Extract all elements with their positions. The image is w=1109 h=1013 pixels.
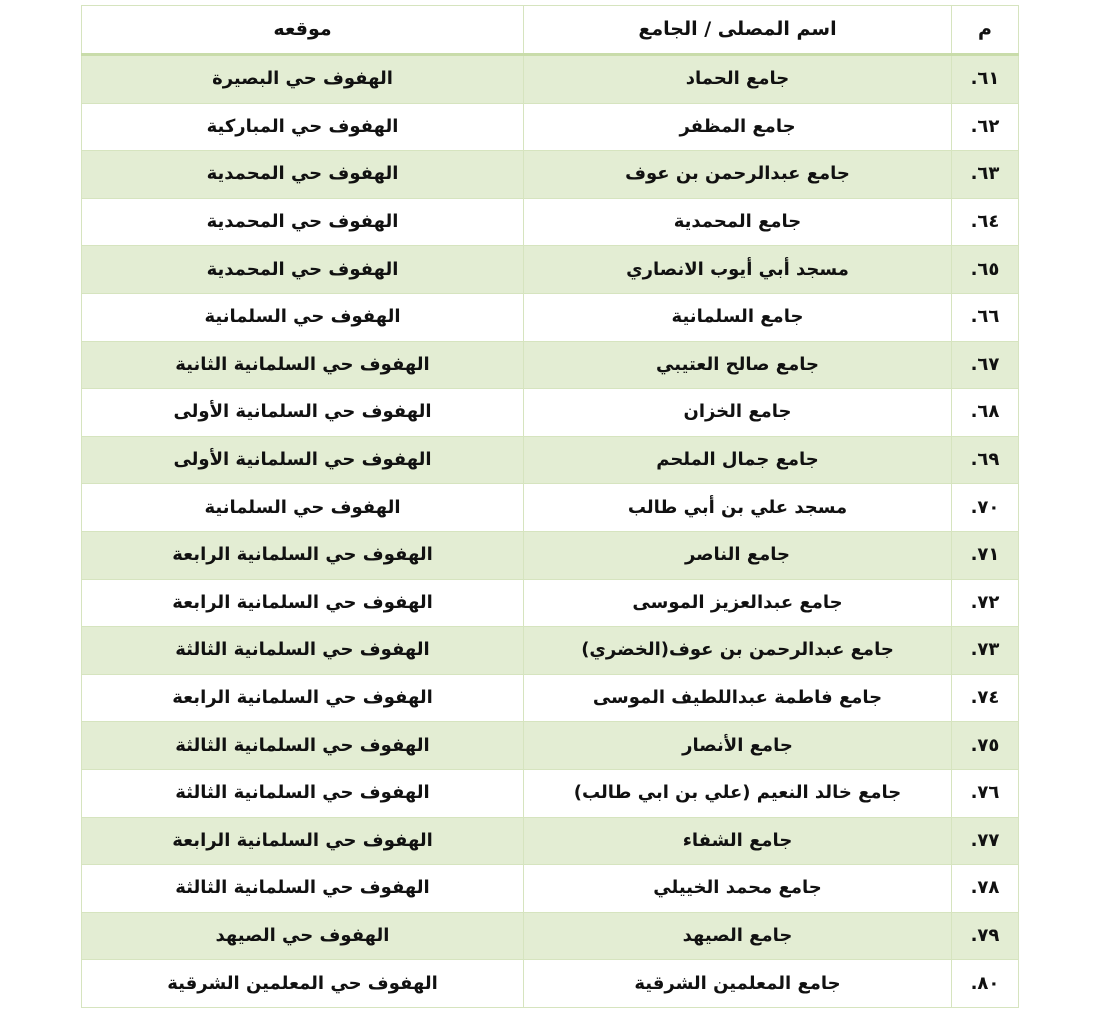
mosque-name: مسجد علي بن أبي طالب <box>524 484 952 532</box>
table-row <box>82 103 1019 151</box>
mosque-location: الهفوف حي السلمانية الثالثة <box>82 722 524 770</box>
mosque-name: جامع المظفر <box>524 103 952 151</box>
row-number: ٧٩. <box>952 912 1019 960</box>
mosque-name: جامع الناصر <box>524 531 952 579</box>
mosque-location: الهفوف حي السلمانية الثانية <box>82 341 524 389</box>
mosque-location: الهفوف حي السلمانية الرابعة <box>82 817 524 865</box>
mosque-location: الهفوف حي المعلمين الشرقية <box>82 960 524 1008</box>
mosque-location: الهفوف حي السلمانية الثالثة <box>82 769 524 817</box>
row-number: ٦٥. <box>952 246 1019 294</box>
header-name: اسم المصلى / الجامع <box>524 6 952 55</box>
table-row <box>82 627 1019 675</box>
table-row <box>82 389 1019 437</box>
table-row <box>82 55 1019 104</box>
table-body <box>82 55 1019 1008</box>
row-number: ٦١. <box>952 55 1019 104</box>
row-number: ٦٩. <box>952 436 1019 484</box>
table-header-row <box>82 6 1019 55</box>
row-number: ٦٣. <box>952 151 1019 199</box>
table-row <box>82 865 1019 913</box>
table-row <box>82 960 1019 1008</box>
mosque-name: جامع الأنصار <box>524 722 952 770</box>
table-row <box>82 579 1019 627</box>
mosque-location: الهفوف حي السلمانية الثالثة <box>82 865 524 913</box>
mosque-location: الهفوف حي السلمانية الأولى <box>82 436 524 484</box>
mosque-location: الهفوف حي المحمدية <box>82 151 524 199</box>
table-row <box>82 912 1019 960</box>
mosque-location: الهفوف حي السلمانية الرابعة <box>82 531 524 579</box>
row-number: ٧٨. <box>952 865 1019 913</box>
mosque-table <box>81 5 1019 1008</box>
row-number: ٧٣. <box>952 627 1019 675</box>
mosque-location: الهفوف حي المباركية <box>82 103 524 151</box>
table-row <box>82 769 1019 817</box>
table-row <box>82 531 1019 579</box>
table-row <box>82 246 1019 294</box>
table-row <box>82 293 1019 341</box>
table-row <box>82 484 1019 532</box>
mosque-location: الهفوف حي السلمانية الرابعة <box>82 579 524 627</box>
mosque-name: جامع محمد الخييلي <box>524 865 952 913</box>
row-number: ٧١. <box>952 531 1019 579</box>
row-number: ٦٦. <box>952 293 1019 341</box>
table-row <box>82 198 1019 246</box>
row-number: ٦٢. <box>952 103 1019 151</box>
mosque-name: جامع المعلمين الشرقية <box>524 960 952 1008</box>
row-number: ٧٧. <box>952 817 1019 865</box>
mosque-location: الهفوف حي المحمدية <box>82 246 524 294</box>
table-row <box>82 674 1019 722</box>
row-number: ٨٠. <box>952 960 1019 1008</box>
mosque-location: الهفوف حي البصيرة <box>82 55 524 104</box>
mosque-name: جامع عبدالعزيز الموسى <box>524 579 952 627</box>
table-row <box>82 817 1019 865</box>
mosque-location: الهفوف حي السلمانية <box>82 293 524 341</box>
row-number: ٧٠. <box>952 484 1019 532</box>
mosque-location: الهفوف حي السلمانية الثالثة <box>82 627 524 675</box>
table-row <box>82 722 1019 770</box>
mosque-location: الهفوف حي الصيهد <box>82 912 524 960</box>
mosque-name: جامع عبدالرحمن بن عوف(الخضري) <box>524 627 952 675</box>
mosque-name: جامع الشفاء <box>524 817 952 865</box>
mosque-table-container <box>81 5 1018 1008</box>
mosque-name: جامع السلمانية <box>524 293 952 341</box>
mosque-name: جامع الخزان <box>524 389 952 437</box>
mosque-name: مسجد أبي أيوب الانصاري <box>524 246 952 294</box>
row-number: ٦٧. <box>952 341 1019 389</box>
mosque-location: الهفوف حي السلمانية <box>82 484 524 532</box>
row-number: ٧٢. <box>952 579 1019 627</box>
table-row <box>82 341 1019 389</box>
mosque-name: جامع الحماد <box>524 55 952 104</box>
mosque-name: جامع جمال الملحم <box>524 436 952 484</box>
mosque-name: جامع فاطمة عبداللطيف الموسى <box>524 674 952 722</box>
table-row <box>82 436 1019 484</box>
mosque-name: جامع الصيهد <box>524 912 952 960</box>
mosque-name: جامع المحمدية <box>524 198 952 246</box>
header-location: موقعه <box>82 6 524 55</box>
mosque-location: الهفوف حي السلمانية الأولى <box>82 389 524 437</box>
row-number: ٧٥. <box>952 722 1019 770</box>
mosque-name: جامع صالح العتيبي <box>524 341 952 389</box>
table-row <box>82 151 1019 199</box>
header-number: م <box>952 6 1019 55</box>
mosque-location: الهفوف حي المحمدية <box>82 198 524 246</box>
row-number: ٧٦. <box>952 769 1019 817</box>
mosque-location: الهفوف حي السلمانية الرابعة <box>82 674 524 722</box>
row-number: ٦٤. <box>952 198 1019 246</box>
row-number: ٧٤. <box>952 674 1019 722</box>
mosque-name: جامع عبدالرحمن بن عوف <box>524 151 952 199</box>
row-number: ٦٨. <box>952 389 1019 437</box>
mosque-name: جامع خالد النعيم (علي بن ابي طالب) <box>524 769 952 817</box>
